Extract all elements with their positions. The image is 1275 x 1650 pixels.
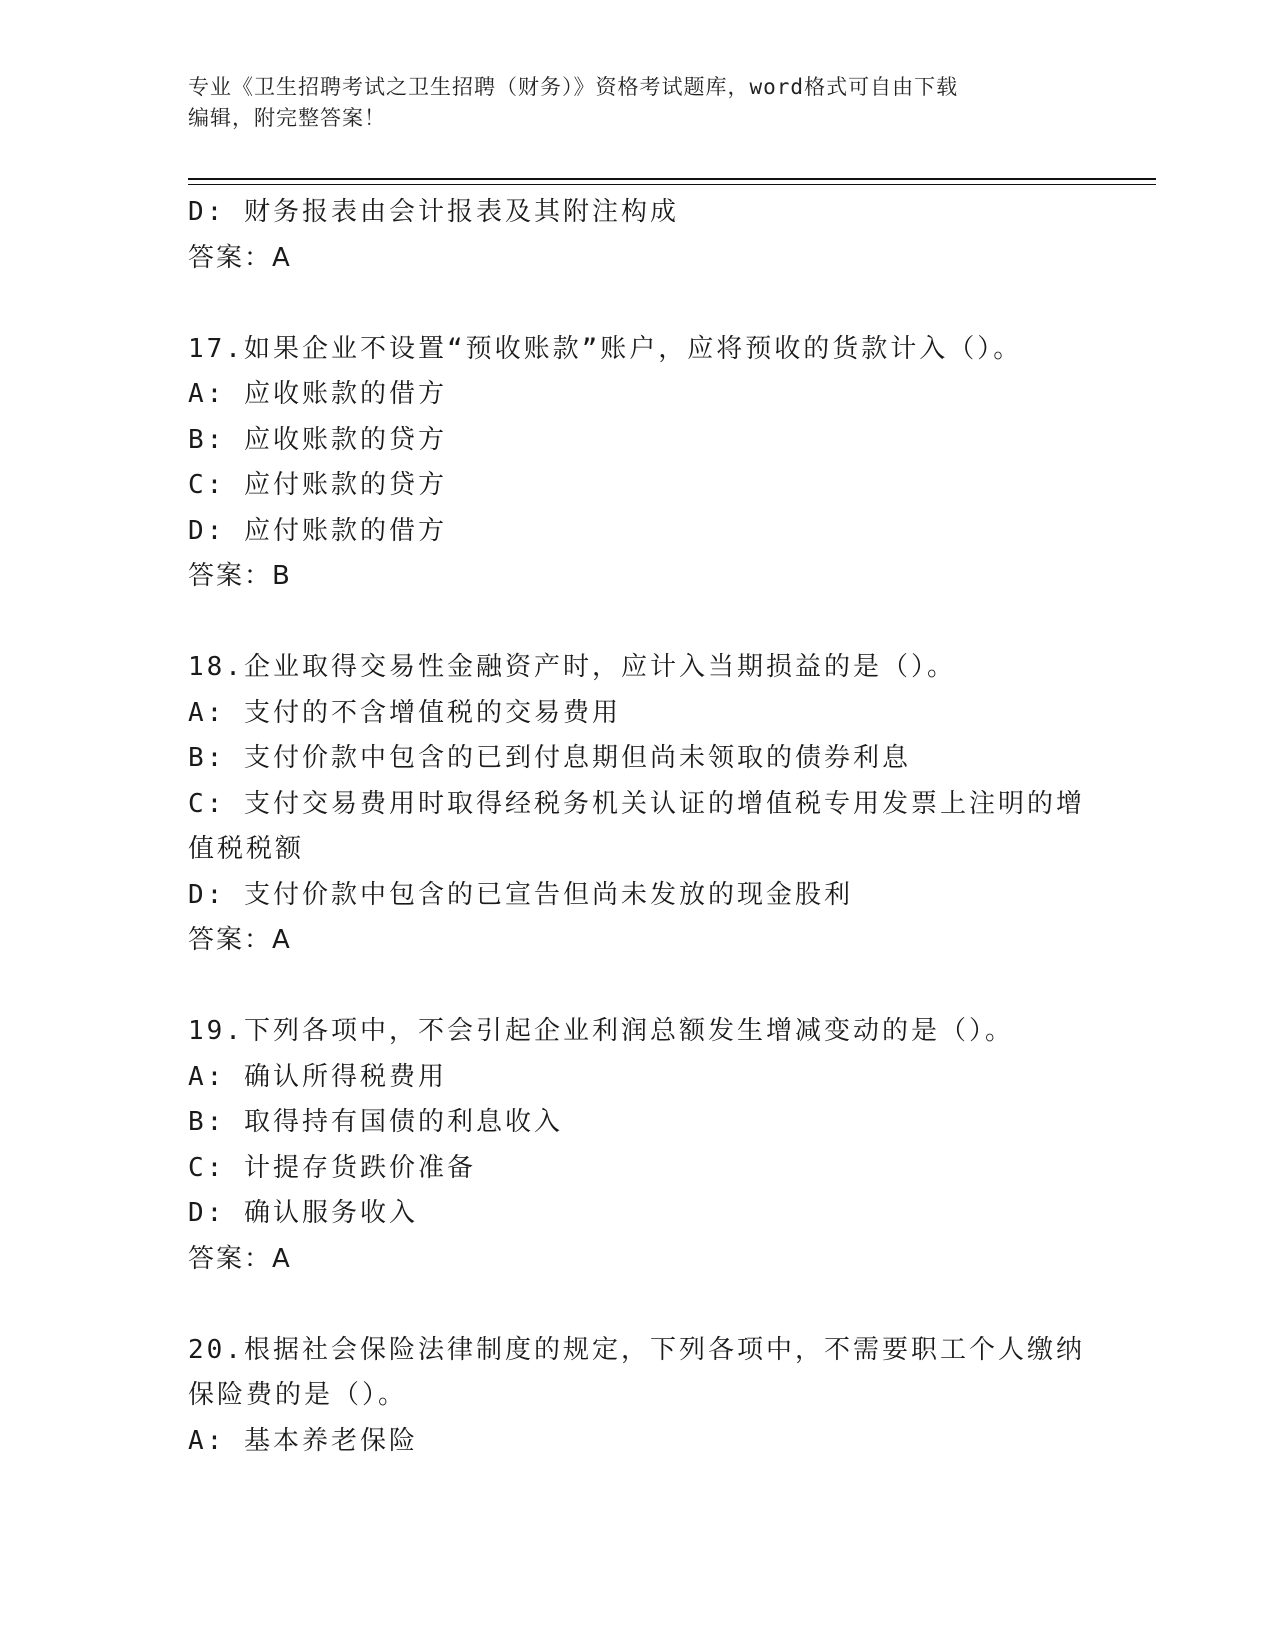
carryover-block	[188, 190, 1088, 281]
answer-line: 答案：A	[188, 1243, 292, 1274]
option-a: A: 基本养老保险	[188, 1425, 418, 1456]
spacer	[188, 600, 1088, 646]
option-d: D: 确认服务收入	[188, 1198, 418, 1228]
answer-line: 答案：A	[188, 242, 292, 273]
answer-line: 答案：A	[188, 925, 292, 955]
option-c: C: 支付交易费用时取得经税务机关认证的增值税专用发票上注明的增值税税额	[188, 788, 1085, 864]
option-b: B: 应收账款的贷方	[188, 424, 447, 455]
option-a: A: 应收账款的借方	[188, 379, 447, 409]
header-line-2: 编辑，附完整答案！	[188, 106, 386, 130]
question-17	[188, 327, 1088, 600]
question-content	[188, 190, 1088, 1464]
option-b: B: 取得持有国债的利息收入	[188, 1107, 563, 1137]
spacer	[188, 1282, 1088, 1328]
header-rule-thick	[188, 178, 1156, 180]
option-d: D: 财务报表由会计报表及其附注构成	[188, 197, 679, 227]
question-20	[188, 1328, 1088, 1465]
page-header	[188, 72, 1088, 134]
spacer	[188, 281, 1088, 327]
option-d: D: 应付账款的借方	[188, 515, 447, 546]
question-stem: 19.下列各项中，不会引起企业利润总额发生增减变动的是（）。	[188, 1016, 1014, 1046]
header-rule-thin	[188, 184, 1156, 185]
option-c: C: 计提存货跌价准备	[188, 1152, 476, 1183]
question-stem: 17.如果企业不设置“预收账款”账户，应将预收的货款计入（）。	[188, 333, 1023, 364]
answer-line: 答案：B	[188, 561, 292, 591]
spacer	[188, 964, 1088, 1010]
option-a: A: 支付的不含增值税的交易费用	[188, 697, 621, 728]
question-stem: 18.企业取得交易性金融资产时，应计入当期损益的是（）。	[188, 652, 956, 682]
option-b: B: 支付价款中包含的已到付息期但尚未领取的债券利息	[188, 743, 911, 773]
option-c: C: 应付账款的贷方	[188, 470, 447, 500]
question-19	[188, 1009, 1088, 1282]
option-a: A: 确认所得税费用	[188, 1061, 447, 1092]
question-stem: 20.根据社会保险法律制度的规定，下列各项中，不需要职工个人缴纳保险费的是（）。	[188, 1334, 1085, 1410]
header-line-1: 专业《卫生招聘考试之卫生招聘（财务）》资格考试题库，word格式可自由下载	[188, 75, 959, 99]
question-18	[188, 645, 1088, 964]
option-d: D: 支付价款中包含的已宣告但尚未发放的现金股利	[188, 879, 853, 910]
